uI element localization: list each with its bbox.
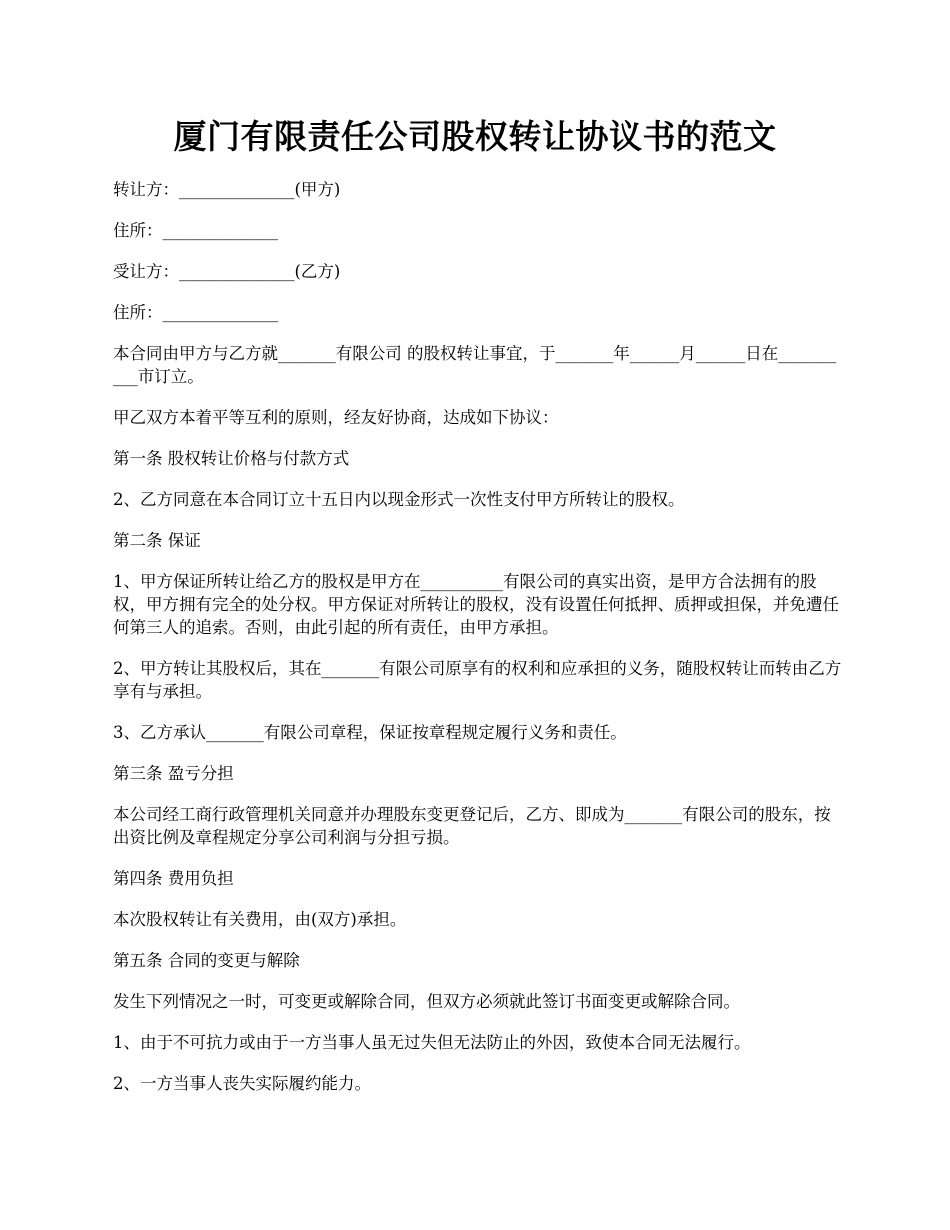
- article-5-clause-2: 2、一方当事人丧失实际履约能力。: [113, 1074, 371, 1093]
- article-5-clause-1: 1、由于不可抗力或由于一方当事人虽无过失但无法防止的外因，致使本合同无法履行。: [113, 1033, 751, 1052]
- article-2-heading: 第二条 保证: [113, 531, 201, 550]
- contract-preamble: 本合同由甲方与乙方就_______有限公司 的股权转让事宜，于_______年______月______日在__________市订立。: [113, 344, 836, 386]
- article-1-clause-2: 2、乙方同意在本合同订立十五日内以现金形式一次性支付甲方所转让的股权。: [113, 490, 685, 509]
- page-title: 厦门有限责任公司股权转让协议书的范文: [173, 117, 777, 156]
- article-5-intro: 发生下列情况之一时，可变更或解除合同，但双方必须就此签订书面变更或解除合同。: [113, 992, 740, 1011]
- document-body: [113, 178, 843, 1113]
- agreement-intro: 甲乙双方本着平等互利的原则，经友好协商，达成如下协议：: [113, 408, 559, 427]
- transferee-line: 受让方：______________(乙方): [113, 262, 341, 281]
- transferee-address-line: 住所：______________: [113, 303, 278, 322]
- article-2-clause-1: 1、甲方保证所转让给乙方的股权是甲方在__________有限公司的真实出资，是甲方合法拥有的股权，甲方拥有完全的处分权。甲方保证对所转让的股权，没有设置任何抵押、质押或担保，并免遭任何第三人的追索。否则，由此引起的所有责任，由甲方承担。: [113, 572, 839, 637]
- article-3-body: 本公司经工商行政管理机关同意并办理股东变更登记后，乙方、即成为_______有限公司的股东，按出资比例及章程规定分享公司利润与分担亏损。: [113, 805, 831, 847]
- article-3-heading: 第三条 盈亏分担: [113, 764, 234, 783]
- transferor-line: 转让方：______________(甲方): [113, 180, 341, 199]
- article-4-heading: 第四条 费用负担: [113, 869, 234, 888]
- transferor-address-line: 住所：______________: [113, 221, 278, 240]
- article-4-body: 本次股权转让有关费用，由(双方)承担。: [113, 910, 407, 929]
- article-2-clause-3: 3、乙方承认_______有限公司章程，保证按章程规定履行义务和责任。: [113, 723, 627, 742]
- article-2-clause-2: 2、甲方转让其股权后，其在_______有限公司原享有的权利和应承担的义务，随股权转让而转由乙方享有与承担。: [113, 659, 842, 701]
- article-1-heading: 第一条 股权转让价格与付款方式: [113, 449, 350, 468]
- article-5-heading: 第五条 合同的变更与解除: [113, 951, 300, 970]
